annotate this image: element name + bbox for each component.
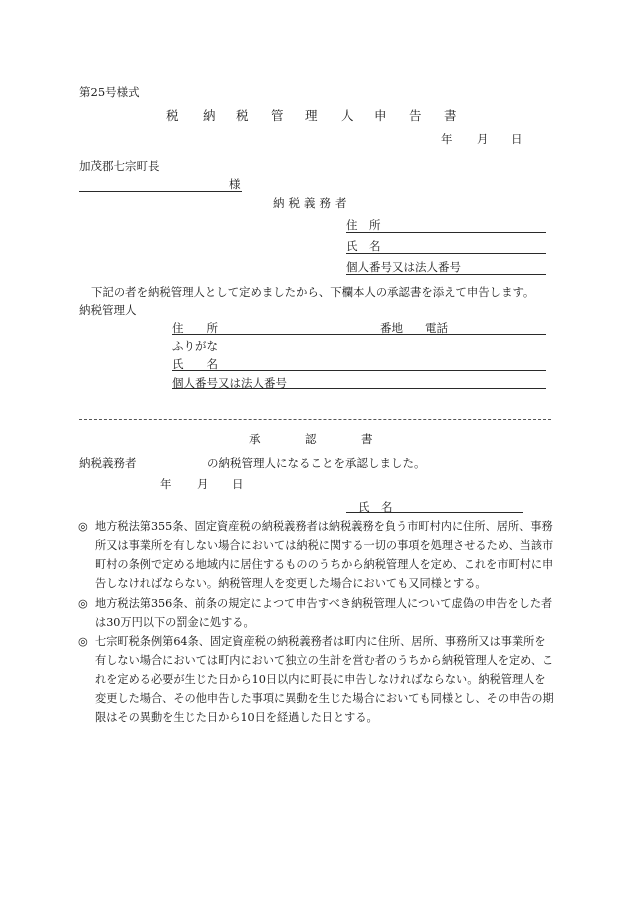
note-item [78,594,556,632]
manager-name-label: 氏 名 [172,357,218,371]
manager-phone-label: 電話 [425,321,448,335]
note-mark-icon: ◎ [78,520,88,533]
title-char: 税 [236,108,249,123]
approval-date-month-label: 月 [197,477,209,491]
approval-taxpayer-label: 納税義務者 [79,456,137,470]
note-item [78,517,556,593]
title-char: 人 [341,108,354,123]
note-mark-icon: ◎ [78,597,88,610]
note-text: 地方税法第355条、固定資産税の納税義務者は納税義務を負う市町村内に住所、居所、事務所又は事業所を有しない場合においては納税に関する一切の事項を処理させるため、当該市町村の条例で定める地域内に居住するもののうちから納税管理人を定め、これを市町村に申告しなければならない。納税管理人を変更した場合においても又同様とする。 [95,520,554,590]
taxpayer-address-field[interactable] [346,232,546,233]
approval-date-day-label: 日 [232,477,244,491]
title-char: 管 [271,108,284,123]
approval-name-field[interactable] [346,512,523,513]
taxpayer-name-label: 氏 名 [346,239,381,253]
addressee-name-line[interactable] [79,191,242,192]
title-char: 税 [166,108,179,123]
note-text: 地方税法第356条、前条の規定によつて申告すべき納税管理人について虚偽の申告をした者は30万円以下の罰金に処する。 [95,597,553,629]
manager-id-label: 個人番号又は法人番号 [172,376,287,390]
addressee-office: 加茂郡七宗町長 [79,159,160,173]
manager-name-field[interactable] [172,370,546,371]
addressee-honorific: 様 [229,177,241,191]
taxpayer-heading: 納税義務者 [273,196,351,210]
approval-title-char: 書 [361,432,373,446]
approval-text: の納税管理人になることを承認しました。 [207,456,426,470]
section-divider [79,419,551,420]
manager-lot-label: 番地 [380,321,403,335]
taxpayer-name-field[interactable] [346,253,546,254]
title-char: 納 [203,108,216,123]
date-year-label: 年 [441,132,453,146]
manager-furigana-label: ふりがな [172,339,218,353]
form-number: 第25号様式 [79,85,140,99]
taxpayer-id-field[interactable] [346,274,546,275]
approval-name-label: 氏 名 [358,500,393,514]
manager-address-label: 住 所 [172,321,218,335]
date-month-label: 月 [477,132,489,146]
title-char: 理 [305,108,318,123]
title-char: 書 [444,108,457,123]
approval-title-char: 承 [249,432,261,446]
title-char: 申 [374,108,387,123]
approval-date-year-label: 年 [160,477,172,491]
manager-heading: 納税管理人 [79,303,137,317]
taxpayer-address-label: 住 所 [346,218,381,232]
date-day-label: 日 [511,132,523,146]
note-text: 七宗町税条例第64条、固定資産税の納税義務者は町内に住所、居所、事務所又は事業所を有しない場合においては町内において独立の生計を営む者のうちから納税管理人を定め、これを定める必要が生じた日から10日以内に町長に申告しなければならない。納税管理人を変更した場合、その他申告した事項に異動を生じた場合においても同様とし、その申告の期限はその異動を生じた日から10日を経過した日とする。 [95,635,554,724]
note-item [78,632,556,727]
manager-address-field[interactable] [172,334,546,335]
declaration-text: 下記の者を納税管理人として定めましたから、下欄本人の承認書を添えて申告します。 [91,285,535,299]
manager-id-field[interactable] [172,388,546,389]
taxpayer-id-label: 個人番号又は法人番号 [346,260,461,274]
note-mark-icon: ◎ [78,635,88,648]
approval-title-char: 認 [305,432,317,446]
title-char: 告 [409,108,422,123]
